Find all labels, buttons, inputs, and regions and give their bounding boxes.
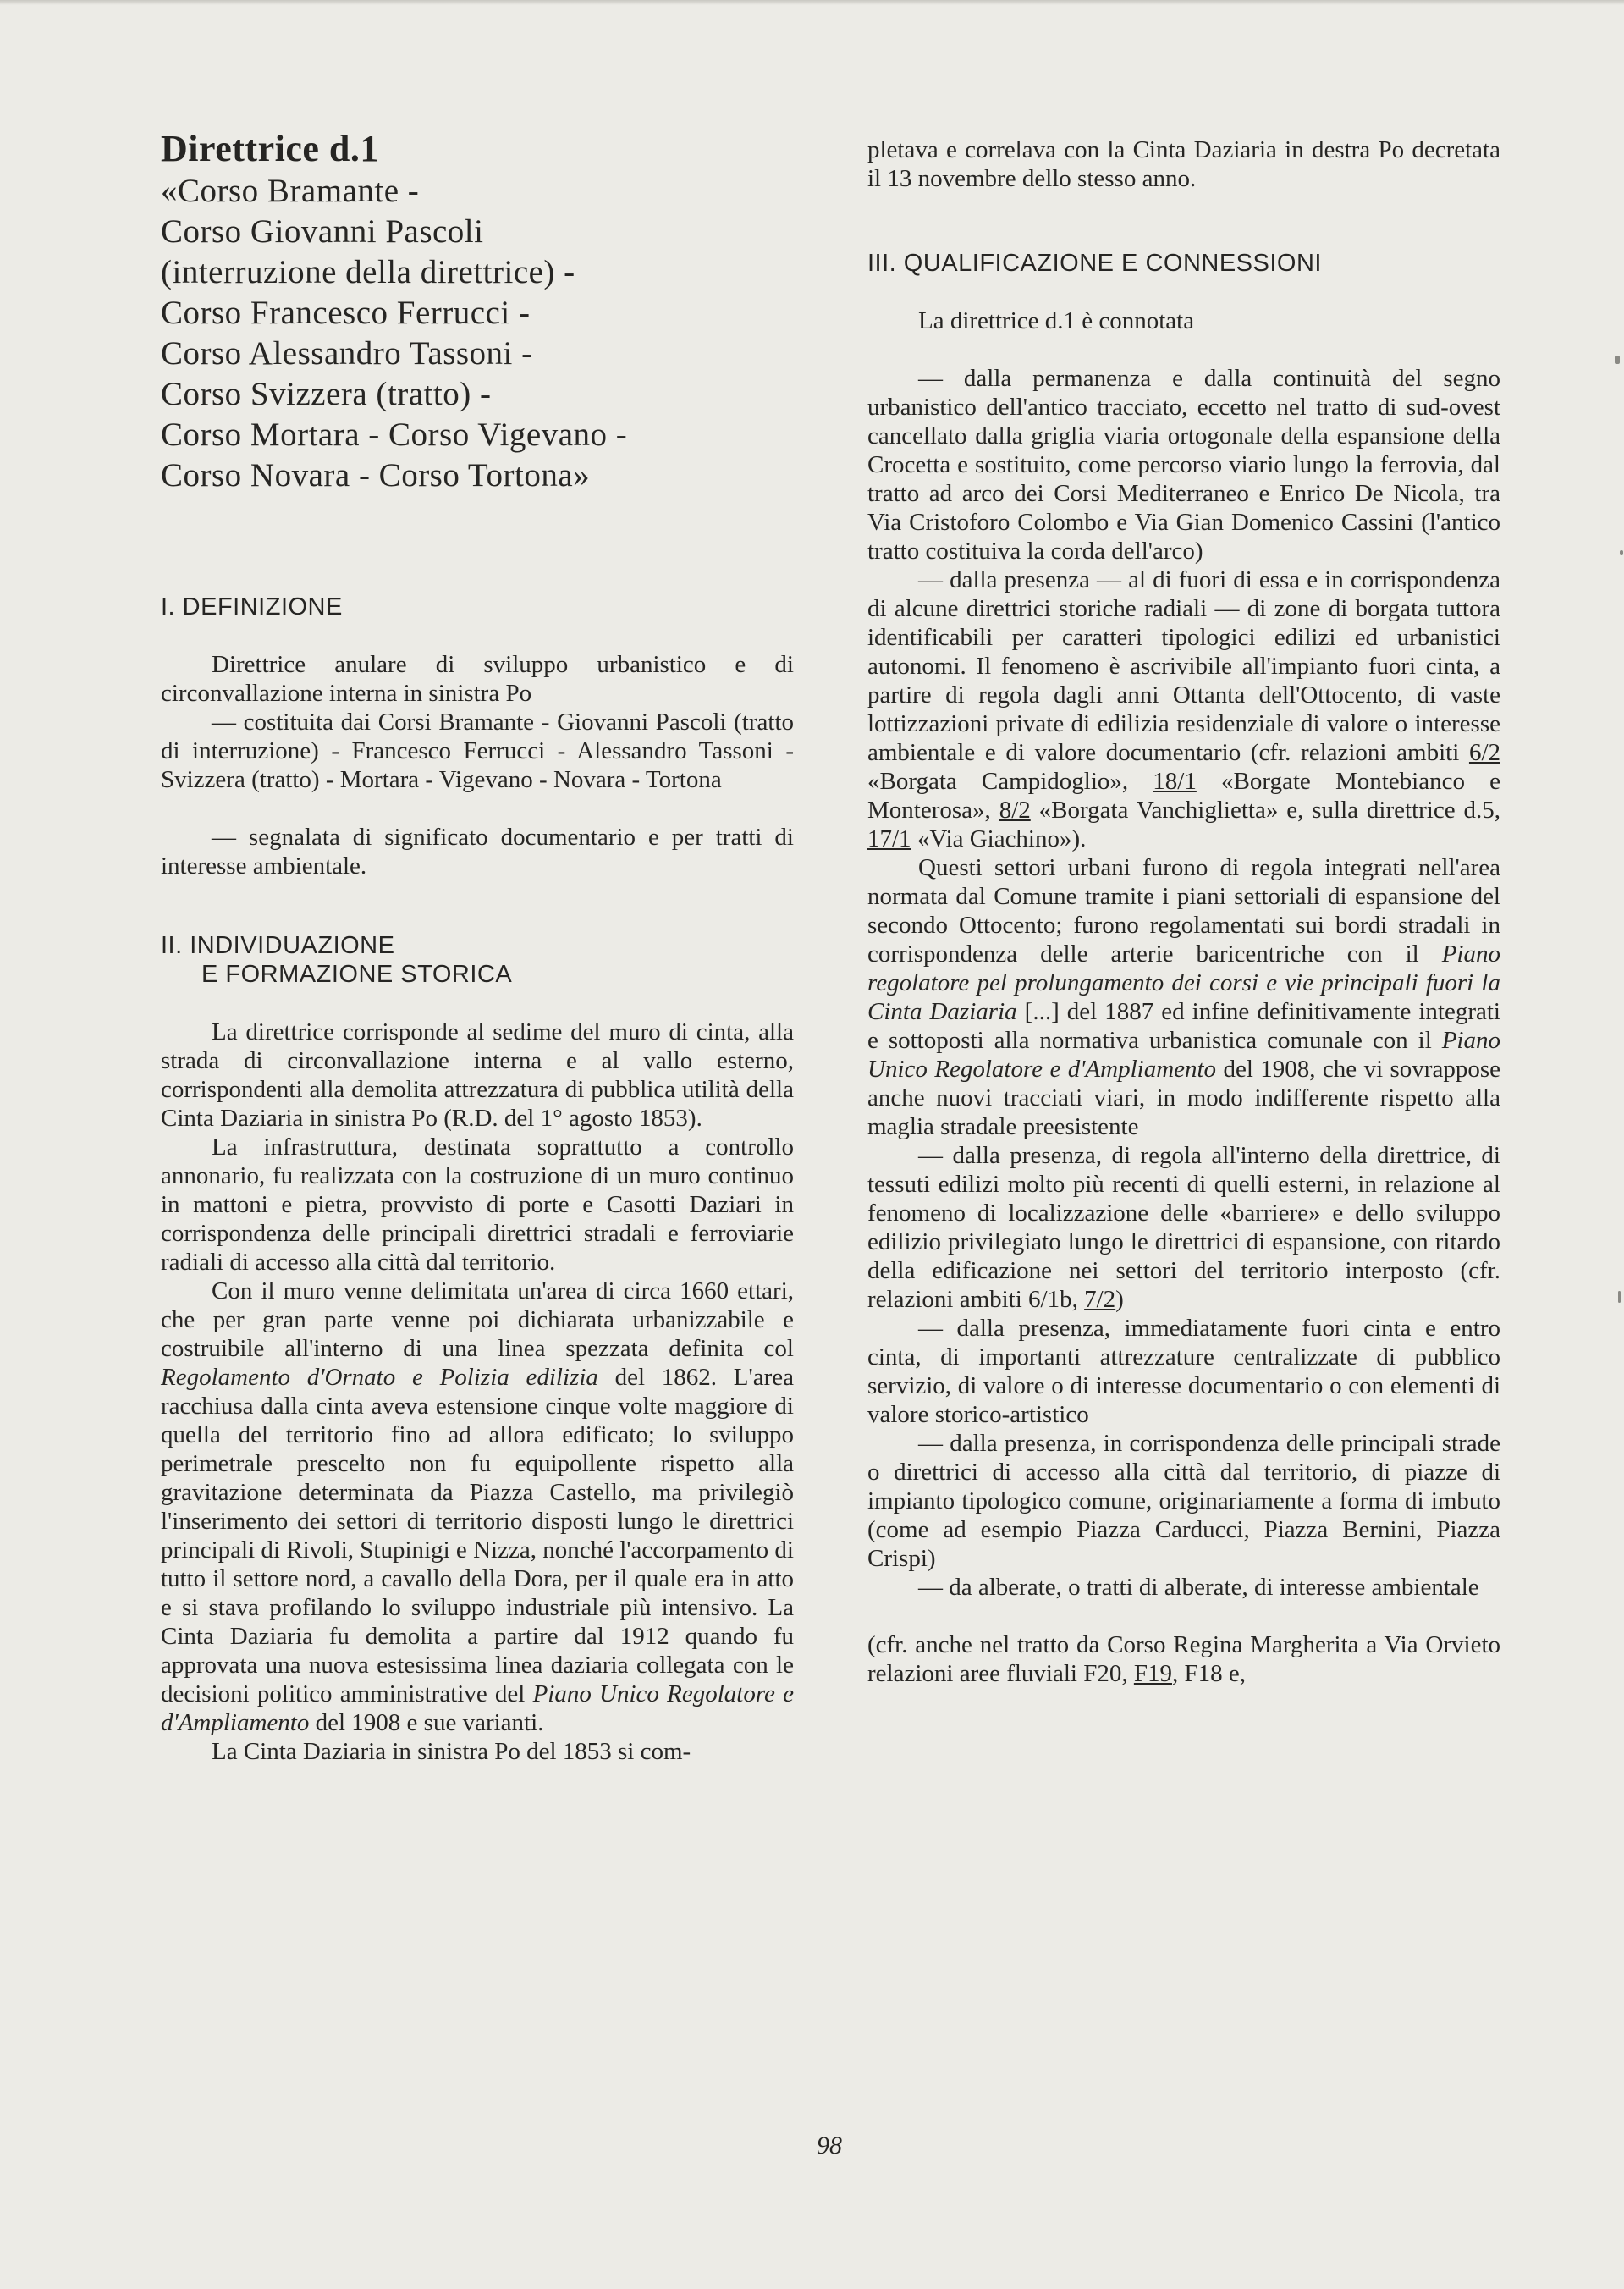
title-line-1: «Corso Bramante -	[161, 173, 420, 209]
italic-title: Regolamento d'Ornato e Polizia edilizia	[161, 1364, 598, 1391]
page-top-edge	[0, 0, 1624, 5]
paragraph: pletava e correlava con la Cinta Daziaria in destra Po decretata il 13 novembre dello stesso anno.	[867, 136, 1500, 192]
left-column	[161, 127, 794, 1766]
ambito-reference: 7/2	[1084, 1286, 1116, 1313]
bullet-paragraph: — dalla presenza, immediatamente fuori cinta e entro cinta, di importanti attrezzature centralizzate di pubblico servizio, di valore o di interesse documentario o con elementi di valore storico-artistico	[867, 1315, 1500, 1428]
title-line-7: Corso Mortara - Corso Vigevano -	[161, 416, 628, 453]
title-line-8: Corso Novara - Corso Tortona»	[161, 457, 591, 494]
scan-speck	[1615, 356, 1620, 364]
fluvial-area-reference: F19	[1133, 1660, 1172, 1687]
text-run: del 1908, che vi sovrappose anche nuovi tracciati viari, in modo indifferente rispetto alla maglia stradale preesistente	[867, 1056, 1500, 1140]
text-run: — dalla presenza, di regola all'interno della direttrice, di tessuti edilizi molto più recenti di quelli esterni, in relazione al fenomeno di localizzazione delle «barriere» e dello sviluppo edilizio privilegiato lungo le direttrici di espansione, con ritardo della edificazione nei settori del territorio interposto (cfr. relazioni ambiti 6/1b,	[867, 1142, 1500, 1313]
title-line-6: Corso Svizzera (tratto) -	[161, 376, 492, 412]
bullet-paragraph: — da alberate, o tratti di alberate, di interesse ambientale	[918, 1574, 1479, 1601]
title-line-3: (interruzione della direttrice) -	[161, 254, 575, 290]
title-main: Direttrice d.1	[161, 128, 379, 169]
document-title	[161, 127, 794, 496]
text-run: [...] del 1887 ed infine definitivamente integrati e sottoposti alla normativa urbanistica comunale con il	[867, 998, 1500, 1054]
text-run: «Borgata Vanchiglietta» e, sulla direttrice d.5,	[1030, 797, 1500, 824]
title-line-5: Corso Alessandro Tassoni -	[161, 335, 533, 372]
paragraph: La direttrice corrisponde al sedime del muro di cinta, alla strada di circonvallazione interna e al vallo esterno, corrispondenti alla demolita attrezzatura di pubblica utilità della Cinta Daziaria in sinistra Po (R.D. del 1° agosto 1853).	[161, 1018, 794, 1132]
text-run: del 1862. L'area racchiusa dalla cinta aveva estensione cinque volte maggiore di quella del territorio fino ad allora edificato; lo sviluppo perimetrale prescelto non fu equipollente rispetto alla gravitazione determinata da Piazza Castello, ma privilegiò l'inserimento dei settori di territorio disposti lungo le direttrici principali di Rivoli, Stupinigi e Nizza, nonché l'accorpamento di tutto il settore nord, a cavallo della Dora, per il quale era in atto e si stava profilando lo sviluppo industriale più intensivo. La Cinta Daziaria fu demolita a partire dal 1912 quando fu approvata una nuova estesissima linea daziaria collegata con le decisioni politico amministrative del	[161, 1364, 794, 1707]
section-heading-definizione: I. DEFINIZIONE	[161, 593, 343, 621]
text-run: — dalla presenza — al di fuori di essa e in corrispondenza di alcune direttrici storiche radiali — di zone di borgata tuttora identificabili per caratteri tipologici edilizi ed urbanistici autonomi. Il fenomeno è ascrivibile all'impianto fuori cinta, a partire di regola dagli anni Ottanta dell'Ottocento, di vaste lottizzazioni private di edilizia residenziale di valore o interesse ambientale e di valore documentario (cfr. relazioni ambiti	[867, 566, 1500, 766]
section-heading-qualificazione: III. QUALIFICAZIONE E CONNESSIONI	[867, 250, 1322, 277]
right-column	[867, 135, 1500, 1688]
paragraph: La infrastruttura, destinata soprattutto a controllo annonario, fu realizzata con la costruzione di un muro continuo in mattoni e pietra, provvisto di porte e Casotti Daziari in corrispondenza delle principali direttrici stradali e ferroviarie radiali di accesso alla città dal territorio.	[161, 1133, 794, 1276]
bullet-paragraph: — dalla permanenza e dalla continuità del segno urbanistico dell'antico tracciato, eccetto nel tratto di sud-ovest cancellato dalla griglia viaria ortogonale della espansione della Crocetta e sostituito, come percorso viario lungo la ferrovia, dal tratto ad arco dei Corsi Mediterraneo e Enrico De Nicola, tra Via Cristoforo Colombo e Via Gian Domenico Cassini (l'antico tratto costituiva la corda dell'arco)	[867, 365, 1500, 565]
italic-title: Piano Unico Regolatore e d'Ampliamento	[867, 1027, 1500, 1083]
page-number: 98	[817, 2132, 842, 2159]
text-run: «Borgata Campidoglio»,	[867, 768, 1153, 795]
paragraph	[161, 1277, 794, 1737]
paragraph	[867, 1630, 1500, 1688]
ambito-reference: 18/1	[1153, 768, 1197, 795]
paragraph: La Cinta Daziaria in sinistra Po del 1853 si com-	[212, 1738, 691, 1765]
ambito-reference: 17/1	[867, 825, 911, 852]
heading-line: E FORMAZIONE STORICA	[201, 961, 513, 988]
title-line-4: Corso Francesco Ferrucci -	[161, 295, 531, 331]
paragraph: La direttrice d.1 è connotata	[918, 307, 1195, 334]
heading-line: II. INDIVIDUAZIONE	[161, 932, 395, 959]
scan-speck	[1618, 1291, 1621, 1303]
bullet-paragraph: — dalla presenza, in corrispondenza delle principali strade o direttrici di accesso alla città dal territorio, di piazze di impianto tipologico comune, originariamente a forma di imbuto (come ad esempio Piazza Carducci, Piazza Bernini, Piazza Crispi)	[867, 1430, 1500, 1572]
text-run: «Via Giachino»).	[911, 825, 1087, 852]
bullet-paragraph	[867, 565, 1500, 853]
paragraph: Direttrice anulare di sviluppo urbanistico e di circonvallazione interna in sinistra Po	[161, 651, 794, 707]
text-run: , F18 e,	[1172, 1660, 1246, 1687]
text-run: del 1908 e sue varianti.	[309, 1709, 544, 1736]
italic-title: Piano Unico Regolatore e d'Ampliamento	[161, 1680, 795, 1736]
paragraph	[867, 853, 1500, 1141]
text-run: Con il muro venne delimitata un'area di circa 1660 ettari, che per gran parte venne poi dichiarata urbanizzabile e costruibile all'interno di una linea spezzata definita col	[161, 1277, 794, 1362]
italic-title: Piano regolatore pel prolungamento dei corsi e vie principali fuori la Cinta Daziaria	[867, 940, 1500, 1025]
ambito-reference: 8/2	[999, 797, 1031, 824]
text-run: (cfr. anche nel tratto da Corso Regina Margherita a Via Orvieto relazioni aree fluviali F20,	[867, 1631, 1500, 1687]
scan-speck	[1620, 550, 1623, 555]
ambito-reference: 6/2	[1468, 739, 1500, 766]
section-heading-individuazione	[161, 931, 794, 989]
bullet-paragraph	[867, 1141, 1500, 1314]
text-run: «Borgate Montebianco e Monterosa»,	[867, 768, 1500, 824]
title-line-2: Corso Giovanni Pascoli	[161, 213, 484, 250]
text-run: Questi settori urbani furono di regola integrati nell'area normata dal Comune tramite i piani settoriali di espansione del secondo Ottocento; furono regolamentati sui bordi stradali in corrispondenza delle arterie baricentriche con il	[867, 854, 1500, 968]
paragraph: — segnalata di significato documentario e per tratti di interesse ambientale.	[161, 824, 794, 880]
text-run: )	[1115, 1286, 1124, 1313]
paragraph: — costituita dai Corsi Bramante - Giovanni Pascoli (tratto di interruzione) - Francesco Ferrucci - Alessandro Tassoni - Svizzera (tratto) - Mortara - Vigevano - Novara - Tortona	[161, 709, 794, 793]
